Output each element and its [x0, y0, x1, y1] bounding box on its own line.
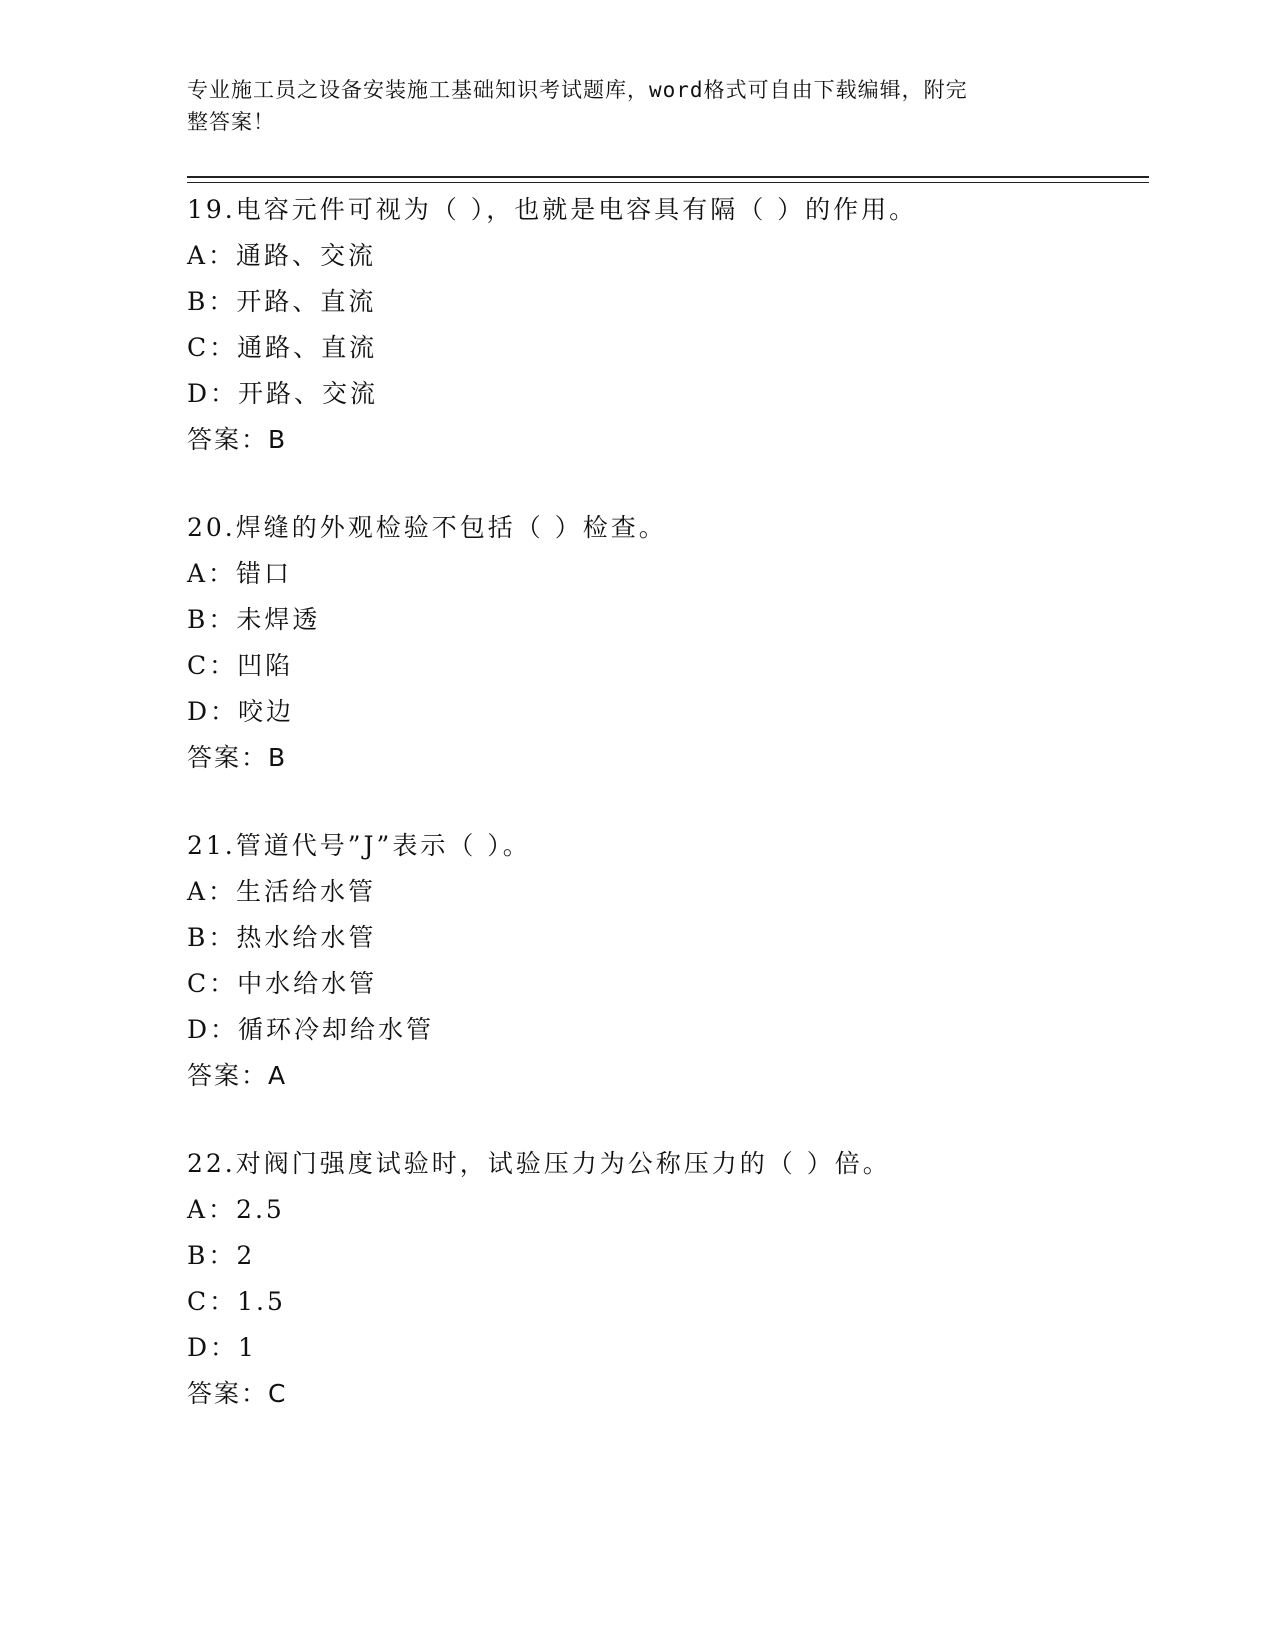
header-divider-thin — [187, 182, 1149, 183]
option-b: B：开路、直流 — [187, 287, 377, 316]
answer-label: 答案：B — [187, 743, 288, 772]
option-d: D：咬边 — [187, 697, 295, 726]
answer-label: 答案：B — [187, 425, 288, 454]
answer-label: 答案：C — [187, 1379, 288, 1408]
option-b: B：未焊透 — [187, 605, 321, 634]
option-a: A：生活给水管 — [187, 877, 377, 906]
question-20 — [187, 505, 1147, 781]
option-a: A：通路、交流 — [187, 241, 377, 270]
question-22 — [187, 1141, 1147, 1417]
question-stem: 21.管道代号”J”表示（ ）。 — [187, 831, 531, 860]
answer-label: 答案：A — [187, 1061, 288, 1090]
option-a: A：2.5 — [187, 1195, 285, 1224]
option-c: C：通路、直流 — [187, 333, 378, 362]
question-stem: 20.焊缝的外观检验不包括（ ）检查。 — [187, 513, 667, 542]
option-c: C：中水给水管 — [187, 969, 378, 998]
option-d: D：开路、交流 — [187, 379, 379, 408]
option-d: D：1 — [187, 1333, 257, 1362]
option-c: C：凹陷 — [187, 651, 294, 680]
header-line-1: 专业施工员之设备安装施工基础知识考试题库，word格式可自由下载编辑，附完 — [187, 78, 968, 102]
option-b: B：热水给水管 — [187, 923, 377, 952]
header-divider-thick — [187, 176, 1149, 178]
option-d: D：循环冷却给水管 — [187, 1015, 435, 1044]
option-b: B：2 — [187, 1241, 256, 1270]
question-21 — [187, 823, 1147, 1099]
question-19 — [187, 187, 1147, 463]
option-c: C：1.5 — [187, 1287, 286, 1316]
question-stem: 19.电容元件可视为（ ），也就是电容具有隔（ ）的作用。 — [187, 195, 918, 224]
document-header — [187, 74, 1067, 138]
header-line-2: 整答案！ — [187, 110, 275, 134]
question-stem: 22.对阀门强度试验时，试验压力为公称压力的（ ）倍。 — [187, 1149, 891, 1178]
option-a: A：错口 — [187, 559, 293, 588]
